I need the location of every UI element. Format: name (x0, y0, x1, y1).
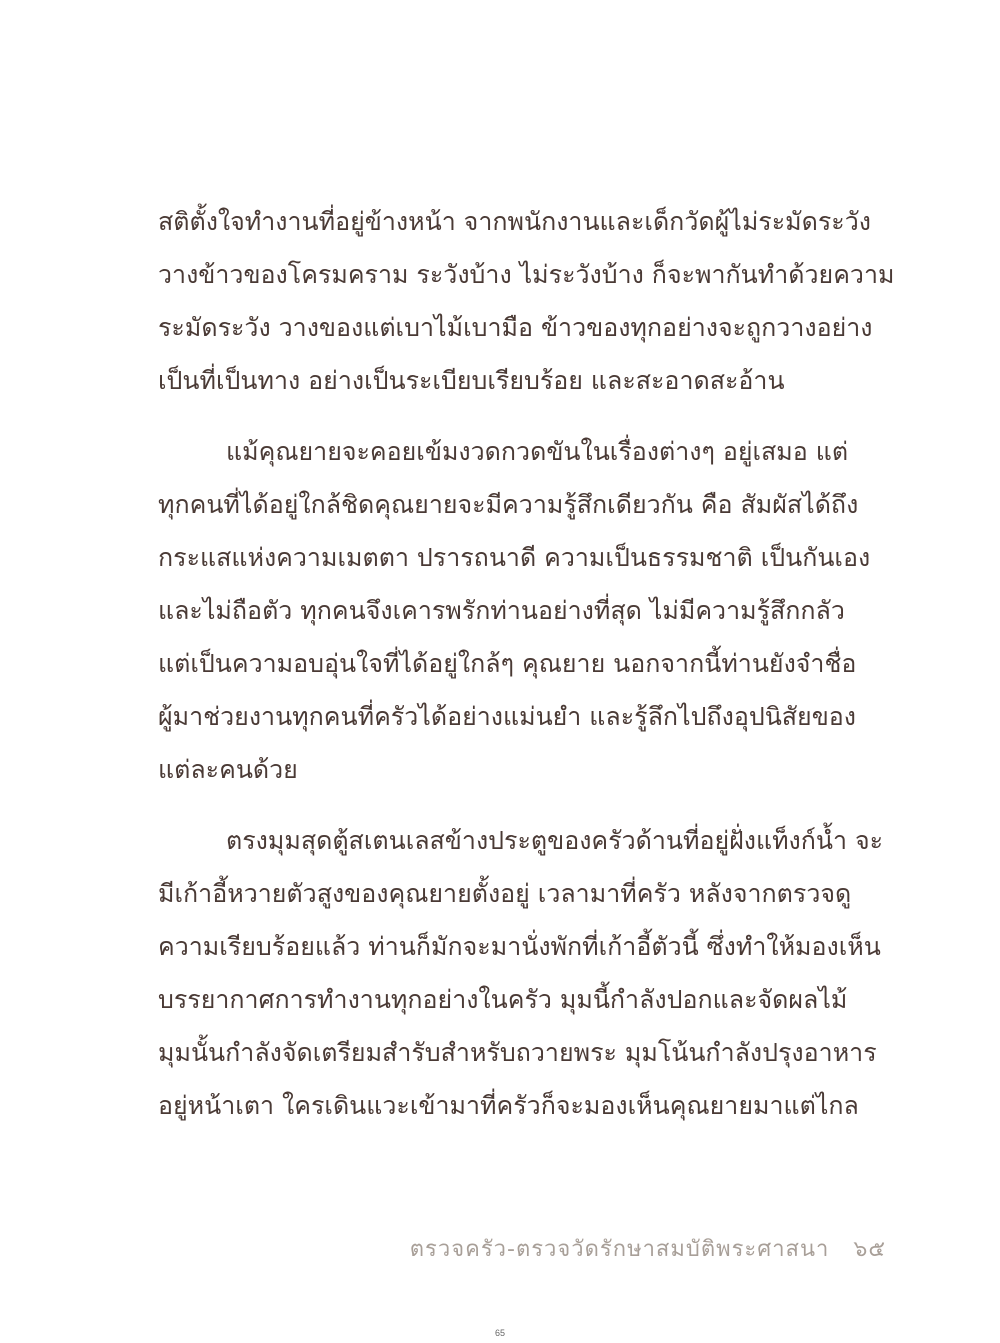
text-line: แม้คุณยายจะคอยเข้มงวดกวดขันในเรื่องต่างๆ อยู่เสมอ แต่ (226, 437, 849, 466)
footer-page-number: ๖๕ (853, 1237, 886, 1262)
text-line: ความเรียบร้อยแล้ว ท่านก็มักจะมานั่งพักที่เก้าอี้ตัวนี้ ซึ่งทำให้มองเห็น (158, 932, 881, 961)
scan-page-number: 65 (494, 1328, 505, 1338)
text-line: มีเก้าอี้หวายตัวสูงของคุณยายตั้งอยู่ เวลามาที่ครัว หลังจากตรวจดู (158, 879, 852, 908)
text-line: กระแสแห่งความเมตตา ปรารถนาดี ความเป็นธรรมชาติ เป็นกันเอง (158, 543, 871, 572)
text-line: และไม่ถือตัว ทุกคนจึงเคารพรักท่านอย่างที่สุด ไม่มีความรู้สึกกลัว (158, 596, 845, 625)
paragraph-1 (158, 195, 895, 407)
text-line: ทุกคนที่ได้อยู่ใกล้ชิดคุณยายจะมีความรู้สึกเดียวกัน คือ สัมผัสได้ถึง (158, 490, 859, 519)
text-line: แต่เป็นความอบอุ่นใจที่ได้อยู่ใกล้ๆ คุณยาย นอกจากนี้ท่านยังจำชื่อ (158, 649, 857, 678)
text-line: แต่ละคนด้วย (158, 755, 298, 784)
text-line: เป็นที่เป็นทาง อย่างเป็นระเบียบเรียบร้อย และสะอาดสะอ้าน (158, 366, 785, 395)
text-line: ผู้มาช่วยงานทุกคนที่ครัวได้อย่างแม่นยำ และรู้ลึกไปถึงอุปนิสัยของ (158, 702, 857, 731)
text-line: วางข้าวของโครมคราม ระวังบ้าง ไม่ระวังบ้าง ก็จะพากันทำด้วยความ (158, 260, 895, 289)
text-line: มุมนั้นกำลังจัดเตรียมสำรับสำหรับถวายพระ มุมโน้นกำลังปรุงอาหาร (158, 1038, 877, 1067)
running-footer (340, 1230, 886, 1270)
text-line: สติตั้งใจทำงานที่อยู่ข้างหน้า จากพนักงานและเด็กวัดผู้ไม่ระมัดระวัง (158, 207, 871, 236)
paragraph-2 (158, 425, 884, 796)
text-line: อยู่หน้าเตา ใครเดินแวะเข้ามาที่ครัวก็จะมองเห็นคุณยายมาแต่ไกล (158, 1091, 859, 1120)
footer-chapter-title: ตรวจครัว-ตรวจวัดรักษาสมบัติพระศาสนา (409, 1237, 830, 1262)
text-line: ระมัดระวัง วางของแต่เบาไม้เบามือ ข้าวของทุกอย่างจะถูกวางอย่าง (158, 313, 873, 342)
text-line: บรรยากาศการทำงานทุกอย่างในครัว มุมนี้กำลังปอกและจัดผลไม้ (158, 985, 848, 1014)
body-text (158, 195, 895, 1132)
text-line: ตรงมุมสุดตู้สเตนเลสข้างประตูของครัวด้านที่อยู่ฝั่งแท็งก์น้ำ จะ (226, 826, 884, 855)
paragraph-3 (158, 814, 884, 1132)
